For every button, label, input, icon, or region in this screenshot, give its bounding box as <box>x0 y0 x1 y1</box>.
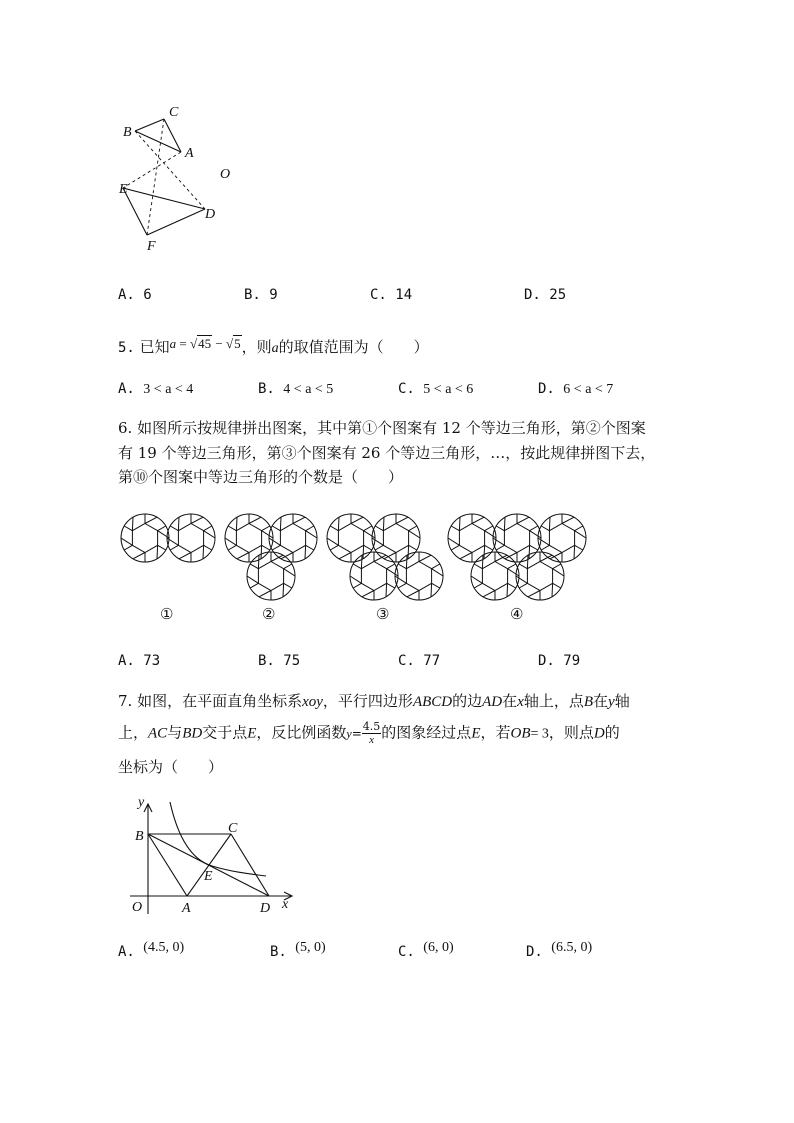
option-value: 6 <box>143 287 152 303</box>
var-b: B <box>583 694 593 710</box>
figure-label-4: ④ <box>510 607 524 623</box>
var-e: E <box>471 725 481 742</box>
q6-option-b[interactable] <box>258 653 300 669</box>
dashed-bd <box>135 131 205 209</box>
option-value: 79 <box>563 653 581 669</box>
option-value: (6, 0) <box>423 940 454 955</box>
q7-text: 上， <box>118 723 149 742</box>
option-letter: B. <box>270 944 287 960</box>
ob-value: = 3 <box>530 726 549 742</box>
figure-label-2: ② <box>262 607 276 623</box>
option-value: (5, 0) <box>295 940 326 955</box>
q7-text: 的图象经过点 <box>381 723 472 742</box>
option-letter: D. <box>524 287 541 303</box>
segment-ba <box>135 131 181 152</box>
radicand-45: 45 <box>198 336 212 351</box>
option-letter: D. <box>538 653 555 669</box>
label-e: E <box>204 869 213 884</box>
q4-option-c[interactable] <box>370 287 412 303</box>
fraction-denominator: x <box>369 734 374 746</box>
q7-text: 交于点 <box>202 723 248 742</box>
q4-option-a[interactable] <box>118 287 152 303</box>
option-value: 6 < a < 7 <box>563 382 614 397</box>
option-value: 75 <box>283 653 301 669</box>
label-f: F <box>147 239 156 254</box>
q5-option-d[interactable] <box>538 381 613 398</box>
q7-text: 轴 <box>614 692 630 710</box>
q5-option-a[interactable] <box>118 381 193 398</box>
q7-text: ，平行四边形 <box>322 692 413 710</box>
pattern-1 <box>121 514 215 562</box>
option-letter: C. <box>370 287 387 303</box>
q7-text: 的 <box>604 723 620 742</box>
var-xoy: xoy <box>302 694 323 710</box>
option-value: (6.5, 0) <box>551 940 593 955</box>
dashed-ae <box>123 152 181 188</box>
figure-label-1: ① <box>160 607 174 623</box>
fraction-numerator: 4.5 <box>362 720 381 733</box>
var-y: y <box>608 694 615 710</box>
q7-line1 <box>118 690 630 711</box>
option-letter: C. <box>398 381 415 397</box>
label-d: D <box>205 207 216 222</box>
label-a: A <box>185 146 194 161</box>
label-b: B <box>123 125 132 140</box>
q7-option-d[interactable] <box>526 940 593 961</box>
label-b: B <box>135 829 144 844</box>
q5-option-b[interactable] <box>258 381 333 398</box>
option-letter: C. <box>398 653 415 669</box>
var-y: y <box>346 726 352 741</box>
option-letter: C. <box>398 944 415 960</box>
option-letter: D. <box>538 381 555 397</box>
q5-number: 5. <box>118 340 135 356</box>
option-letter: D. <box>526 944 543 960</box>
option-value: (4.5, 0) <box>143 940 185 955</box>
q6-option-a[interactable] <box>118 653 160 669</box>
q5-option-c[interactable] <box>398 381 473 398</box>
label-a: A <box>182 901 191 916</box>
var-ad: AD <box>482 694 503 710</box>
q6-option-c[interactable] <box>398 653 440 669</box>
q7-graph <box>120 790 310 920</box>
q7-text: 7. 如图，在平面直角坐标系 <box>118 692 303 710</box>
figure-label-3: ③ <box>376 607 390 623</box>
q6-option-d[interactable] <box>538 653 580 669</box>
fraction-4.5-over-x <box>362 721 382 746</box>
q7-option-c[interactable] <box>398 940 454 961</box>
q4-figure <box>110 100 320 260</box>
q7-option-b[interactable] <box>270 940 326 961</box>
option-value: 3 < a < 4 <box>143 382 194 397</box>
pattern-4 <box>448 514 586 600</box>
q7-text: ，则点 <box>548 723 594 742</box>
eq-sign: = <box>351 726 362 741</box>
segment-ed <box>123 188 205 209</box>
q7-text: ，若 <box>480 723 511 742</box>
q7-option-a[interactable] <box>118 940 185 961</box>
label-o: O <box>220 167 231 182</box>
var-ob: OB <box>510 725 531 742</box>
label-e: E <box>119 182 128 197</box>
eq-sign: = <box>179 336 187 351</box>
segment-bc <box>135 119 164 131</box>
label-d: D <box>260 901 271 916</box>
option-value: 5 < a < 6 <box>423 382 474 397</box>
q7-text: 在 <box>593 692 609 710</box>
option-letter: B. <box>244 287 261 303</box>
label-c: C <box>169 105 179 120</box>
q7-line2 <box>118 721 620 746</box>
hyperbola-curve <box>170 802 266 876</box>
option-letter: A. <box>118 944 135 960</box>
option-letter: B. <box>258 381 275 397</box>
pattern-3 <box>327 514 443 600</box>
q7-text: 的边 <box>452 692 483 710</box>
segment-ca <box>164 119 181 152</box>
q5-text: 的取值范围为（ ） <box>278 338 429 356</box>
label-c: C <box>228 821 238 836</box>
axis-label-y: y <box>138 795 145 810</box>
var-abcd: ABCD <box>412 694 453 710</box>
radicand-5: 5 <box>234 336 241 351</box>
q7-text: ，反比例函数 <box>256 723 347 742</box>
q7-text: 与 <box>167 723 183 742</box>
q7-line3: 坐标为（ ） <box>118 758 224 776</box>
option-value: 73 <box>143 653 161 669</box>
option-value: 14 <box>395 287 413 303</box>
q4-option-d[interactable] <box>524 287 566 303</box>
q5-text: ，则 <box>241 338 272 356</box>
option-value: 4 < a < 5 <box>283 382 334 397</box>
q5-text: 已知 <box>139 338 170 356</box>
var-d: D <box>593 725 605 742</box>
q7-text: 轴上，点 <box>523 692 584 710</box>
q4-option-b[interactable] <box>244 287 278 303</box>
var-a: a <box>169 336 177 351</box>
segment-fd <box>147 209 205 235</box>
label-o: O <box>132 900 143 915</box>
q6-line1: 6. 如图所示按规律拼出图案，其中第①个图案有 12 个等边三角形，第②个图案 <box>118 419 646 437</box>
option-value: 25 <box>549 287 567 303</box>
var-bd: BD <box>182 725 203 742</box>
option-value: 77 <box>423 653 441 669</box>
option-letter: A. <box>118 287 135 303</box>
option-letter: A. <box>118 653 135 669</box>
axis-label-x: x <box>282 897 289 912</box>
q6-line2: 有 19 个等边三角形，第③个图案有 26 个等边三角形，…，按此规律拼图下去， <box>118 444 656 462</box>
option-letter: B. <box>258 653 275 669</box>
var-x: x <box>517 694 524 710</box>
option-letter: A. <box>118 381 135 397</box>
option-value: 9 <box>269 287 278 303</box>
q7-text: 在 <box>502 692 518 710</box>
var-a: a <box>271 341 279 356</box>
minus-sign: − <box>215 336 223 351</box>
q5-stem: 5. 已知a = √45 − √5，则a的取值范围为（ ） <box>118 336 429 356</box>
pattern-2 <box>225 514 317 600</box>
q6-line3: 第⑩个图案中等边三角形的个数是（ ） <box>118 468 404 486</box>
q6-pattern-figures <box>110 505 610 635</box>
var-ac: AC <box>148 725 168 742</box>
segment-ab <box>148 834 187 896</box>
var-e: E <box>247 725 257 742</box>
dashed-cf <box>147 119 164 235</box>
